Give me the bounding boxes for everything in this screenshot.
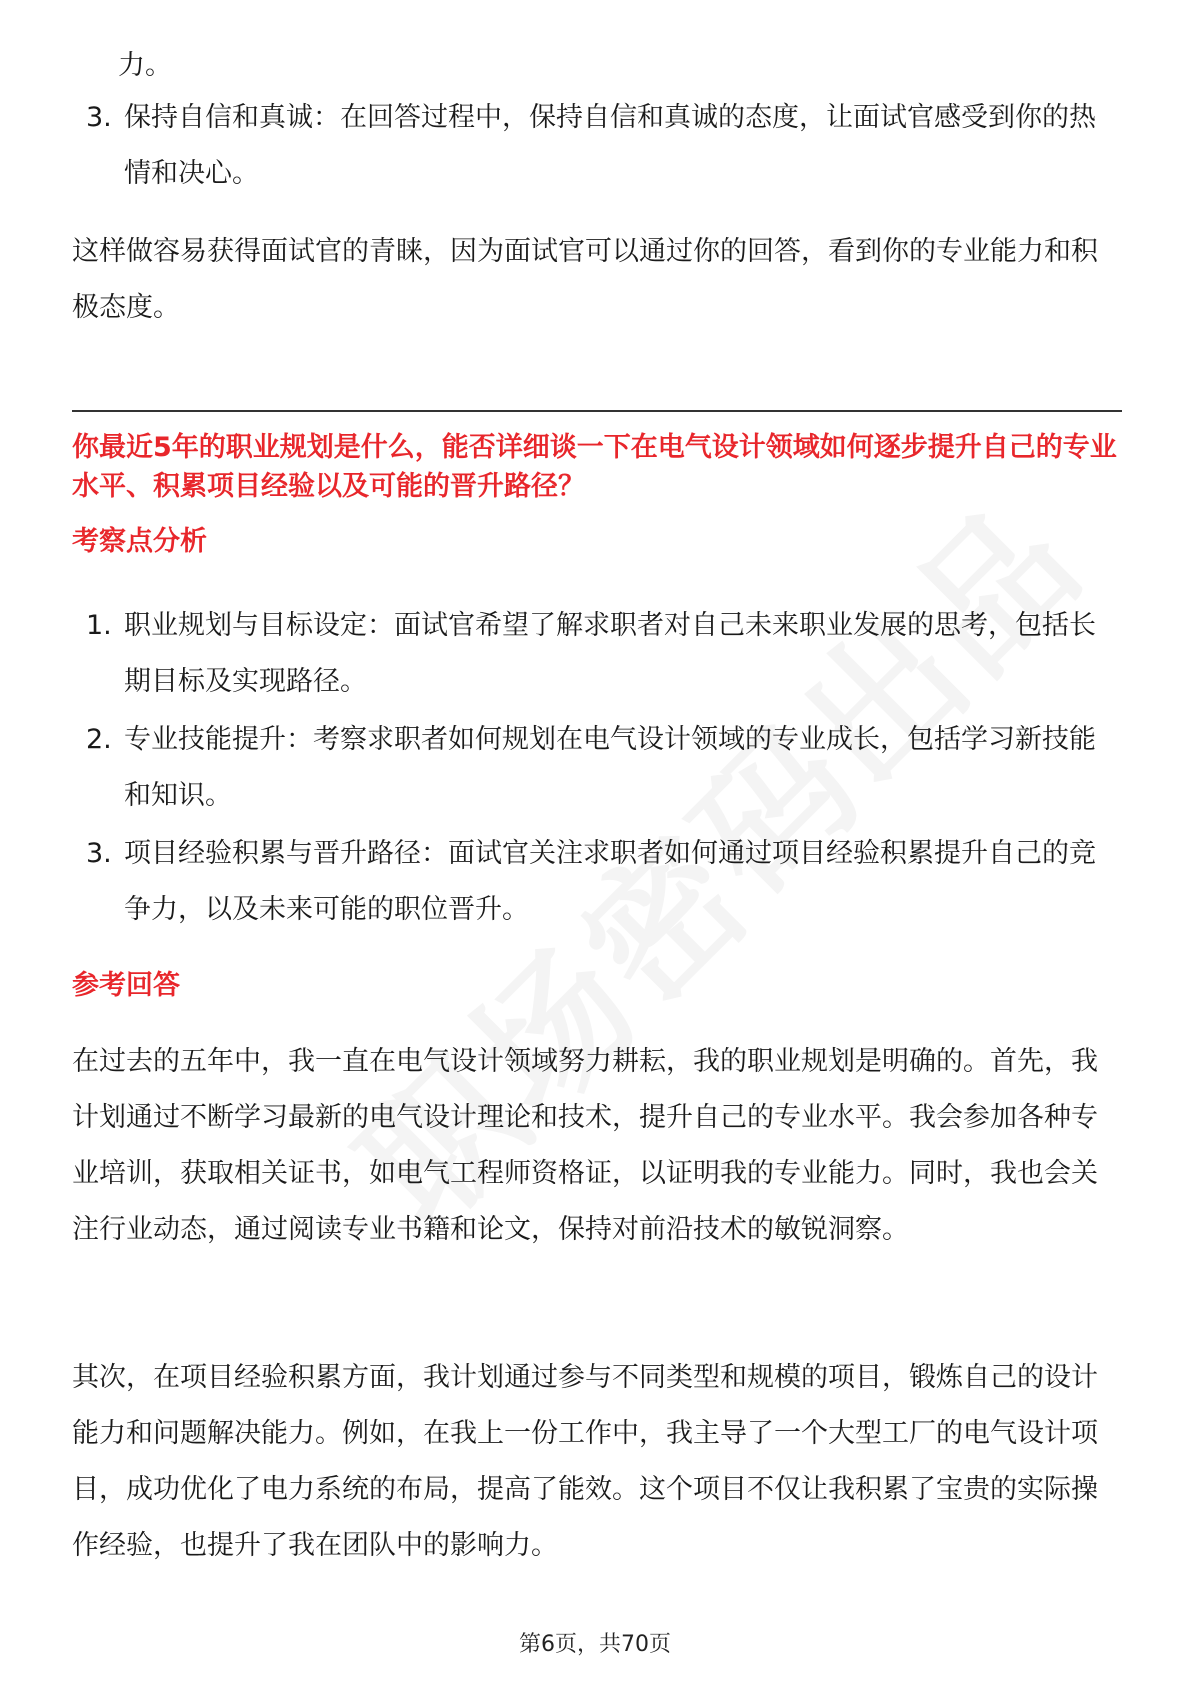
list-number: 3. [86,838,112,869]
interview-question: 你最近5年的职业规划是什么，能否详细谈一下在电气设计领域如何逐步提升自己的专业水平、积累项目经验以及可能的晋升路径？ [72,432,1117,502]
analysis-heading: 考察点分析 [72,526,207,557]
summary-paragraph: 这样做容易获得面试官的青睐，因为面试官可以通过你的回答，看到你的专业能力和积极态度。 [72,236,1098,323]
page-number-footer: 第6页，共70页 [519,1632,671,1657]
list-item [72,90,1122,202]
section-divider [72,410,1122,412]
list-number: 3. [86,102,112,133]
list-item [72,826,1122,938]
list-text: 保持自信和真诚：在回答过程中，保持自信和真诚的态度，让面试官感受到你的热情和决心。 [124,102,1096,189]
answer-paragraph: 在过去的五年中，我一直在电气设计领域努力耕耘，我的职业规划是明确的。首先，我计划通过不断学习最新的电气设计理论和技术，提升自己的专业水平。我会参加各种专业培训，获取相关证书，如电气工程师资格证，以证明我的专业能力。同时，我也会关注行业动态，通过阅读专业书籍和论文，保持对前沿技术的敏锐洞察。 [72,1046,1098,1245]
answer-heading: 参考回答 [72,970,180,1001]
list-item [72,598,1122,710]
list-number: 1. [86,610,112,641]
list-item [72,712,1122,824]
continued-text-fragment: 力。 [118,50,172,81]
list-text: 项目经验积累与晋升路径：面试官关注求职者如何通过项目经验积累提升自己的竞争力，以及未来可能的职位晋升。 [124,838,1096,925]
list-text: 专业技能提升：考察求职者如何规划在电气设计领域的专业成长，包括学习新技能和知识。 [124,724,1096,811]
list-number: 2. [86,724,112,755]
list-text: 职业规划与目标设定：面试官希望了解求职者对自己未来职业发展的思考，包括长期目标及实现路径。 [124,610,1096,697]
answer-paragraph: 其次，在项目经验积累方面，我计划通过参与不同类型和规模的项目，锻炼自己的设计能力和问题解决能力。例如，在我上一份工作中，我主导了一个大型工厂的电气设计项目，成功优化了电力系统的布局，提高了能效。这个项目不仅让我积累了宝贵的实际操作经验，也提升了我在团队中的影响力。 [72,1362,1098,1561]
